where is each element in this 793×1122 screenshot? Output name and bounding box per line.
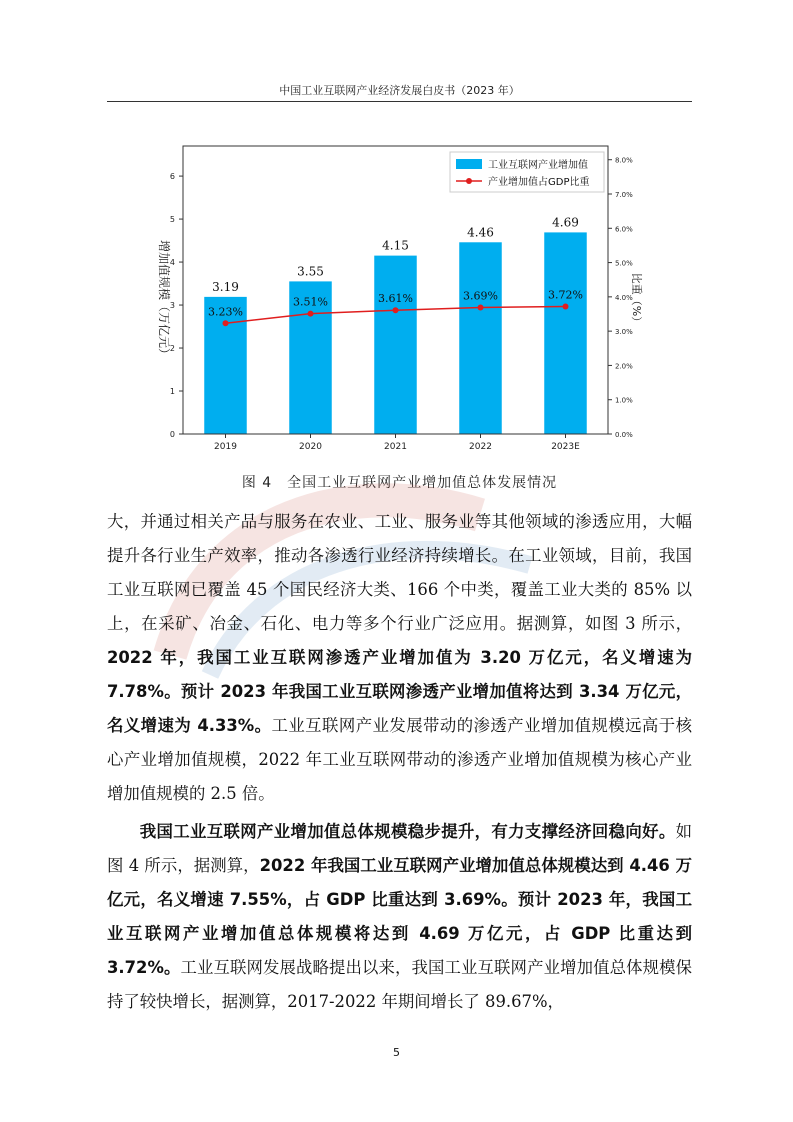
running-header: 中国工业互联网产业经济发展白皮书（2023 年） xyxy=(279,84,520,97)
y-tick-label: 0 xyxy=(169,430,175,439)
bar-label-2020: 3.55 xyxy=(297,264,324,279)
x-tick-label: 2020 xyxy=(299,442,322,452)
p2-sentence-3-bold: 2022 年我国工业互联网产业增加值总体规模达到 4.46 万亿元，名义增速 7.55%，占 GDP 比重达到 3.69%。预计 2023 年，我国工业互联网产业增加值总体规模将达到 4.69 万亿元，占 GDP 比重达到 3.72%。 xyxy=(107,856,692,977)
y-axis-label: 增加值规模（万亿元） xyxy=(157,239,171,361)
y2-tick-label: 8.0% xyxy=(615,156,633,165)
bar-label-2023E: 4.69 xyxy=(552,215,579,230)
page-number: 5 xyxy=(393,1046,400,1059)
y2-axis-label: 比重（%） xyxy=(630,272,643,328)
legend-line-label: 产业增加值占GDP比重 xyxy=(488,177,590,188)
figure-caption: 图 4 全国工业互联网产业增加值总体发展情况 xyxy=(241,475,558,491)
body-text xyxy=(107,505,692,1019)
x-tick-label: 2019 xyxy=(214,442,237,452)
header-divider xyxy=(107,101,692,102)
chart-legend xyxy=(450,152,604,192)
y2-tick-label: 7.0% xyxy=(615,191,633,199)
line-point-2022 xyxy=(478,304,484,310)
paragraph-1 xyxy=(107,505,692,811)
p1-sentence-2-bold: 2022 年，我国工业互联网渗透产业增加值为 3.20 万亿元，名义增速为 7.78%。预计 2023 年我国工业互联网渗透产业增加值将达到 3.34 万亿元，名义增速为 4.33%。 xyxy=(107,648,692,735)
p1-sentence-3: 工业互联网产业发展带动的渗透产业增加值规模远高于核心产业增加值规模，2022 年工业互联网带动的渗透产业增加值规模为核心产业增加值规模的 2.5 倍。 xyxy=(107,716,692,803)
x-tick-label: 2022 xyxy=(469,442,492,452)
bar-2022 xyxy=(459,242,502,434)
bar-2021 xyxy=(374,256,417,434)
y-tick-label: 2 xyxy=(169,344,175,354)
line-label-2019: 3.23% xyxy=(208,305,243,319)
y2-tick-label: 4.0% xyxy=(615,293,633,302)
line-point-2019 xyxy=(223,320,229,326)
line-point-2023E xyxy=(563,303,569,309)
line-label-2022: 3.69% xyxy=(463,289,498,303)
x-tick-label: 2021 xyxy=(384,442,407,452)
y2-tick-label: 3.0% xyxy=(615,328,633,337)
bar-line-chart xyxy=(140,140,650,460)
y-tick-label: 1 xyxy=(169,387,175,397)
x-tick-label: 2023E xyxy=(551,442,580,452)
bar-label-2019: 3.19 xyxy=(212,279,239,294)
paragraph-2 xyxy=(107,815,692,1019)
bar-series xyxy=(204,232,587,434)
y-tick-label: 6 xyxy=(169,172,175,182)
legend-line-marker xyxy=(466,178,472,184)
y2-tick-label: 5.0% xyxy=(615,259,633,268)
bar-label-2021: 4.15 xyxy=(382,238,409,253)
p2-sentence-2: 如图 4 所示，据测算， xyxy=(107,822,692,875)
y2-tick-label: 2.0% xyxy=(615,362,633,371)
legend-bar-label: 工业互联网产业增加值 xyxy=(488,160,588,171)
line-label-2020: 3.51% xyxy=(293,295,328,309)
y-tick-label: 5 xyxy=(169,215,175,225)
line-label-2023E: 3.72% xyxy=(548,288,583,302)
y-tick-label: 3 xyxy=(169,301,175,311)
p2-sentence-4: 工业互联网发展战略提出以来，我国工业互联网产业增加值总体规模保持了较快增长，据测算，2017-2022 年期间增长了 89.67%， xyxy=(107,958,692,1011)
bar-label-2022: 4.46 xyxy=(467,225,494,240)
p2-sentence-1-bold: 我国工业互联网产业增加值总体规模稳步提升，有力支撑经济回稳向好。 xyxy=(139,822,676,841)
y2-tick-label: 0.0% xyxy=(615,431,633,439)
y2-tick-label: 6.0% xyxy=(615,225,633,234)
legend-bar-swatch xyxy=(456,159,482,169)
y-tick-label: 4 xyxy=(169,258,175,268)
bar-2023E xyxy=(544,232,587,434)
y2-tick-label: 1.0% xyxy=(615,396,633,405)
line-point-2021 xyxy=(393,307,399,313)
p1-sentence-1: 大，并通过相关产品与服务在农业、工业、服务业等其他领域的渗透应用，大幅提升各行业生产效率，推动各渗透行业经济持续增长。在工业领域，目前，我国工业互联网已覆盖 45 个国民经济大类、166 个中类，覆盖工业大类的 85% 以上，在采矿、冶金、石化、电力等多个行业广泛应用。据测算，如图 3 所示， xyxy=(107,512,692,633)
line-label-2021: 3.61% xyxy=(378,292,413,306)
line-point-2020 xyxy=(308,311,314,317)
